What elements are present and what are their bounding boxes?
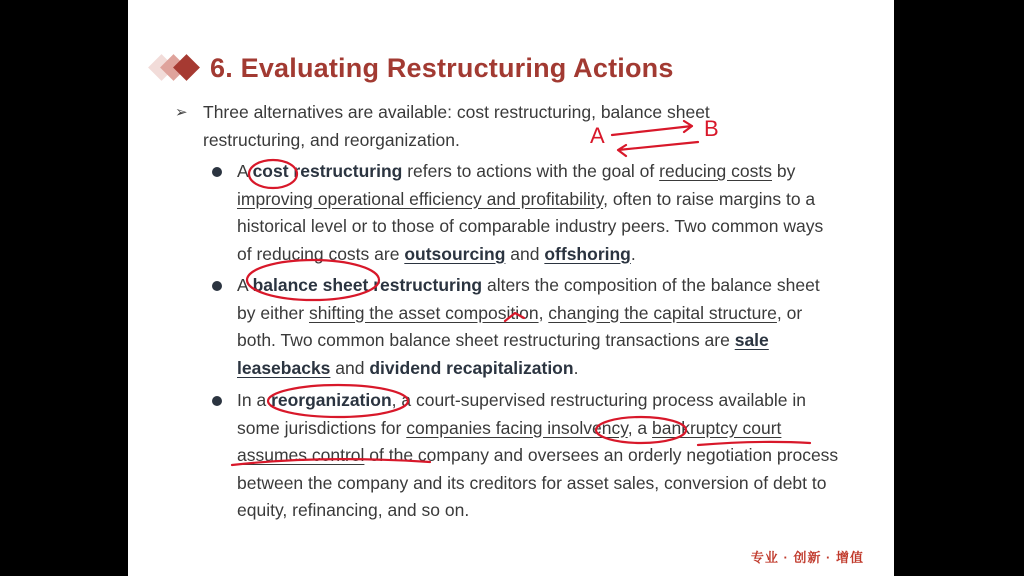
bullet-dot-icon [212,281,222,291]
bullet-text: A balance sheet restructuring alters the composition of the balance sheet by either shifting the asset composition, changing the capital structure, or both. Two common balance sheet restructuring transactions are sale leasebacks and dividend recapitalization. [237,275,820,378]
footer-slogan: 专业 · 创新 · 增值 [750,550,864,565]
annotation-a: A [590,123,605,148]
slide-title: 6. Evaluating Restructuring Actions [210,52,674,83]
intro-point [175,99,815,154]
title-row [148,46,674,90]
bullet-cost [212,158,842,268]
bullet-reorganization [212,387,842,525]
arrow-bullet-icon: ➢ [175,104,188,121]
bullet-balance-sheet [212,272,842,382]
diamond-logo-icon [148,46,206,90]
bullet-dot-icon [212,396,222,406]
annotation-b: B [704,116,719,141]
bullet-dot-icon [212,167,222,177]
slide [128,0,894,576]
bullet-text: In a reorganization, a court-supervised restructuring process available in some jurisdictions for companies facing insolvency, a bankruptcy court assumes control of the company and oversees an orderly negotiation process between the company and its creditors for asset sales, conversion of debt to equity, refinancing, and so on. [237,390,839,520]
intro-text: Three alternatives are available: cost restructuring, balance sheet restructuring, and reorganization. [203,102,710,150]
bullet-text: A cost restructuring refers to actions with the goal of reducing costs by improving operational efficiency and profitability, often to raise margins to a historical level or to those of comparable industry peers. Two common ways of reducing costs are outsourcing and offshoring. [237,161,824,264]
